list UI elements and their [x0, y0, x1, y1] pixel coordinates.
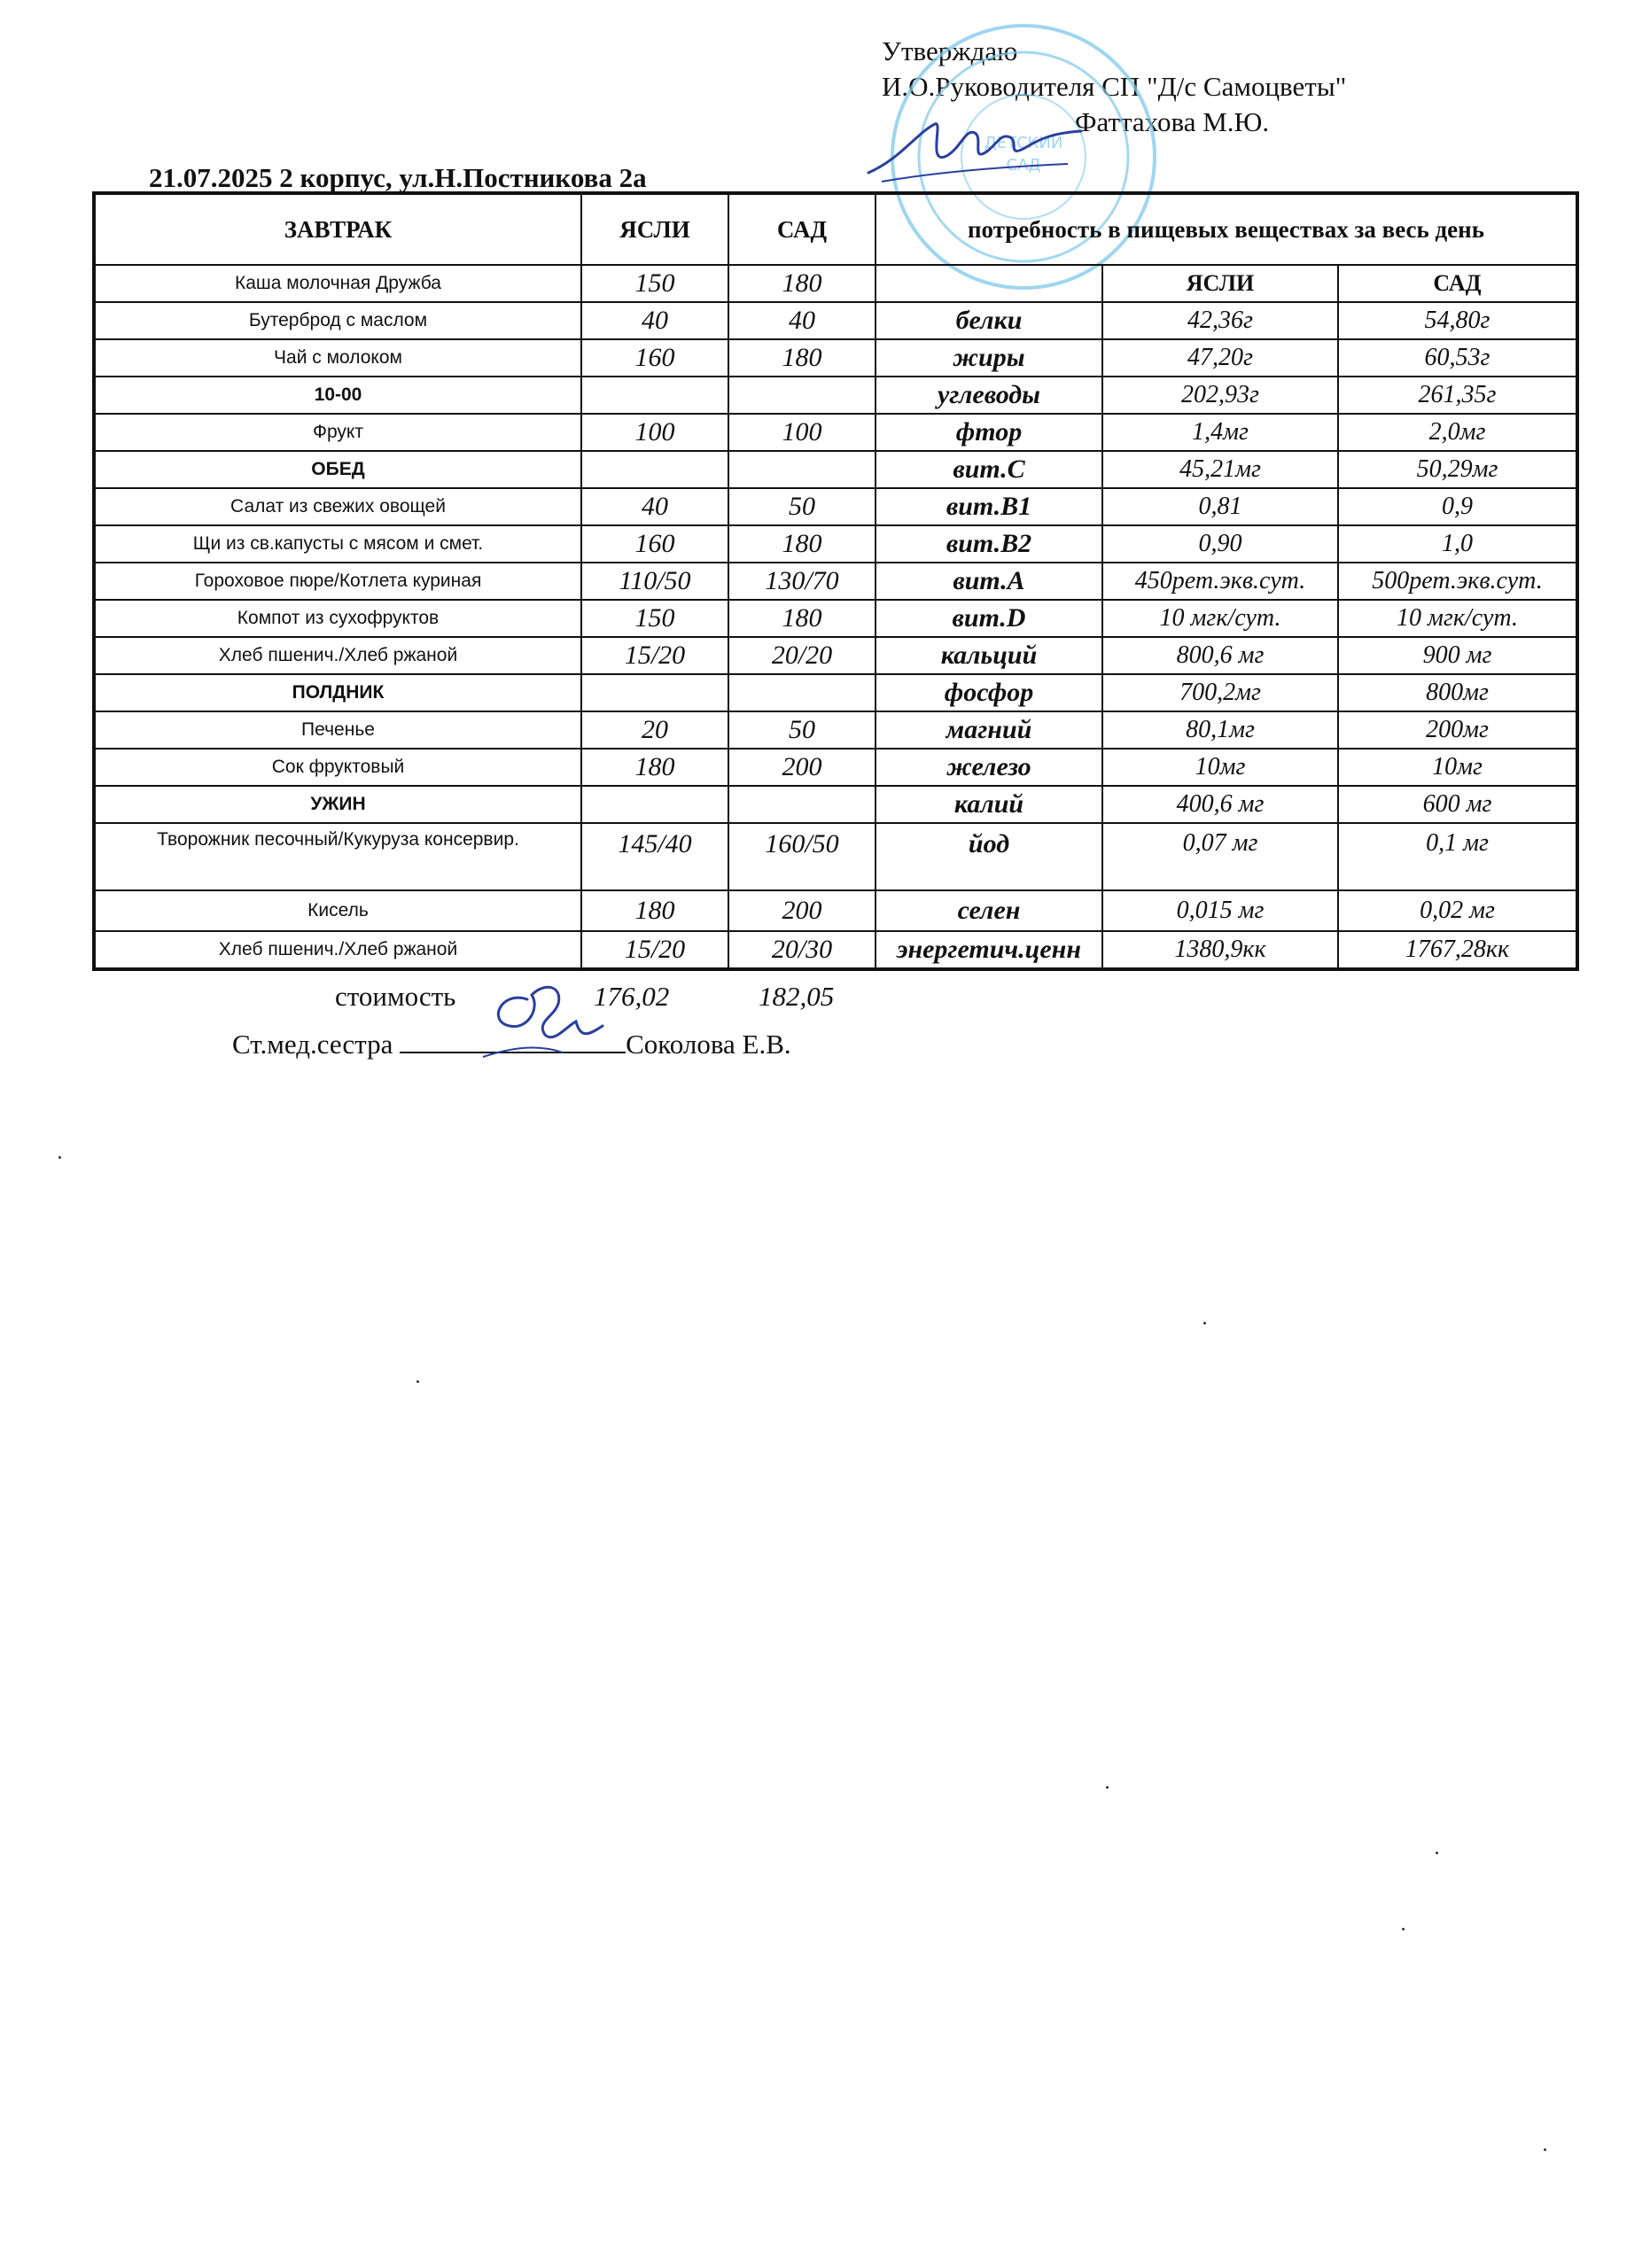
- nursery-portion: 150: [581, 600, 728, 637]
- nursery-portion: 160: [581, 339, 728, 377]
- garden-portion: 50: [728, 711, 876, 749]
- nursery-nutrient-value: 10 мгк/сут.: [1102, 600, 1338, 637]
- nursery-portion: [581, 674, 728, 711]
- dish-name: Кисель: [94, 890, 581, 931]
- nursery-nutrient-value: 0,81: [1102, 488, 1338, 525]
- nutrient-name: углеводы: [876, 377, 1102, 414]
- dish-name: Сок фруктовый: [94, 749, 581, 786]
- nursery-nutrient-value: 10мг: [1102, 749, 1338, 786]
- nursery-portion: [581, 377, 728, 414]
- dish-name: Компот из сухофруктов: [94, 600, 581, 637]
- cost-garden: 182,05: [759, 981, 835, 1012]
- dish-name: Бутерброд с маслом: [94, 302, 581, 339]
- nutrient-name: [876, 265, 1102, 302]
- garden-nutrient-value: 0,9: [1338, 488, 1577, 525]
- cost-label: стоимость: [335, 981, 456, 1012]
- scan-speck: [1402, 1928, 1405, 1930]
- scan-speck: [1106, 1786, 1109, 1789]
- subheader-garden: САД: [1338, 265, 1577, 302]
- nursery-portion: 40: [581, 302, 728, 339]
- date-address: 21.07.2025 2 корпус, ул.Н.Постникова 2а: [149, 162, 647, 193]
- scan-speck: [1203, 1322, 1206, 1324]
- nutrient-name: йод: [876, 823, 1102, 890]
- header-nursery: ЯСЛИ: [581, 193, 728, 265]
- nursery-nutrient-value: 0,015 мг: [1102, 890, 1338, 931]
- garden-portion: [728, 674, 876, 711]
- nursery-portion: 100: [581, 414, 728, 451]
- nursery-nutrient-value: 400,6 мг: [1102, 786, 1338, 823]
- dish-name: Каша молочная Дружба: [94, 265, 581, 302]
- dish-name: Творожник песочный/Кукуруза консервир.: [94, 823, 581, 890]
- nutrient-name: вит.D: [876, 600, 1102, 637]
- nursery-portion: 15/20: [581, 637, 728, 674]
- garden-portion: 50: [728, 488, 876, 525]
- nutrient-name: фтор: [876, 414, 1102, 451]
- nursery-portion: [581, 786, 728, 823]
- nutrient-name: жиры: [876, 339, 1102, 377]
- nutrient-name: магний: [876, 711, 1102, 749]
- nursery-nutrient-value: 450рет.экв.сут.: [1102, 563, 1338, 600]
- nursery-nutrient-value: 1,4мг: [1102, 414, 1338, 451]
- garden-nutrient-value: 900 мг: [1338, 637, 1577, 674]
- table-row: [94, 563, 1577, 600]
- nursery-portion: 15/20: [581, 931, 728, 969]
- approval-position: И.О.Руководителя СП "Д/с Самоцветы": [882, 71, 1347, 102]
- nursery-portion: 180: [581, 890, 728, 931]
- table-row: [94, 890, 1577, 931]
- nursery-portion: 145/40: [581, 823, 728, 890]
- dish-name: Печенье: [94, 711, 581, 749]
- garden-portion: 100: [728, 414, 876, 451]
- nutrient-name: энергетич.ценн: [876, 931, 1102, 969]
- dish-name: Хлеб пшенич./Хлеб ржаной: [94, 637, 581, 674]
- approval-block: [882, 34, 1346, 140]
- table-row: [94, 302, 1577, 339]
- dish-name: Хлеб пшенич./Хлеб ржаной: [94, 931, 581, 969]
- table-row: [94, 674, 1577, 711]
- scan-speck: [1544, 2148, 1546, 2151]
- garden-nutrient-value: 1767,28кк: [1338, 931, 1577, 969]
- garden-nutrient-value: 10 мгк/сут.: [1338, 600, 1577, 637]
- nursery-nutrient-value: 47,20г: [1102, 339, 1338, 377]
- garden-nutrient-value: 0,1 мг: [1338, 823, 1577, 890]
- meal-section-label: ПОЛДНИК: [94, 674, 581, 711]
- nurse-label: Ст.мед.сестра: [232, 1029, 393, 1060]
- nutrient-name: вит.С: [876, 451, 1102, 488]
- nutrient-name: селен: [876, 890, 1102, 931]
- nutrient-name: белки: [876, 302, 1102, 339]
- garden-portion: 40: [728, 302, 876, 339]
- nursery-nutrient-value: 202,93г: [1102, 377, 1338, 414]
- signature-line: [400, 1025, 626, 1053]
- header-needs: потребность в пищевых веществах за весь день: [876, 193, 1577, 265]
- garden-portion: [728, 377, 876, 414]
- nutrient-name: фосфор: [876, 674, 1102, 711]
- garden-portion: 200: [728, 890, 876, 931]
- garden-nutrient-value: 10мг: [1338, 749, 1577, 786]
- dish-name: Салат из свежих овощей: [94, 488, 581, 525]
- meal-section-label: ОБЕД: [94, 451, 581, 488]
- nursery-nutrient-value: 800,6 мг: [1102, 637, 1338, 674]
- garden-nutrient-value: 54,80г: [1338, 302, 1577, 339]
- table-row: [94, 786, 1577, 823]
- nursery-portion: 20: [581, 711, 728, 749]
- table-row: [94, 525, 1577, 563]
- garden-nutrient-value: 261,35г: [1338, 377, 1577, 414]
- table-row: [94, 711, 1577, 749]
- garden-portion: [728, 786, 876, 823]
- scan-speck: [1436, 1852, 1438, 1854]
- table-row: [94, 414, 1577, 451]
- header-meal: ЗАВТРАК: [94, 193, 581, 265]
- subheader-nursery: ЯСЛИ: [1102, 265, 1338, 302]
- garden-nutrient-value: 1,0: [1338, 525, 1577, 563]
- garden-portion: 180: [728, 600, 876, 637]
- table-header-row: [94, 193, 1577, 265]
- nursery-nutrient-value: 1380,9кк: [1102, 931, 1338, 969]
- nutrient-name: железо: [876, 749, 1102, 786]
- garden-nutrient-value: 600 мг: [1338, 786, 1577, 823]
- garden-nutrient-value: 800мг: [1338, 674, 1577, 711]
- approval-name: Фаттахова М.Ю.: [1075, 106, 1270, 137]
- table-row: [94, 339, 1577, 377]
- nursery-portion: 110/50: [581, 563, 728, 600]
- nutrient-name: кальций: [876, 637, 1102, 674]
- dish-name: Щи из св.капусты с мясом и смет.: [94, 525, 581, 563]
- nursery-nutrient-value: 42,36г: [1102, 302, 1338, 339]
- table-row: [94, 488, 1577, 525]
- dish-name: Гороховое пюре/Котлета куриная: [94, 563, 581, 600]
- approval-title: Утверждаю: [882, 35, 1018, 66]
- nursery-nutrient-value: 45,21мг: [1102, 451, 1338, 488]
- nutrient-name: калий: [876, 786, 1102, 823]
- garden-nutrient-value: 500рет.экв.сут.: [1338, 563, 1577, 600]
- garden-portion: 180: [728, 339, 876, 377]
- garden-portion: 20/30: [728, 931, 876, 969]
- menu-table: [92, 191, 1579, 971]
- scan-speck: [58, 1156, 61, 1159]
- cost-nursery: 176,02: [594, 981, 670, 1012]
- garden-portion: 200: [728, 749, 876, 786]
- nursery-nutrient-value: 0,90: [1102, 525, 1338, 563]
- garden-nutrient-value: 2,0мг: [1338, 414, 1577, 451]
- garden-portion: 20/20: [728, 637, 876, 674]
- nutrient-name: вит.В1: [876, 488, 1102, 525]
- meal-section-label: УЖИН: [94, 786, 581, 823]
- nursery-portion: 160: [581, 525, 728, 563]
- garden-nutrient-value: 50,29мг: [1338, 451, 1577, 488]
- garden-portion: 180: [728, 265, 876, 302]
- garden-portion: 130/70: [728, 563, 876, 600]
- nutrient-name: вит.А: [876, 563, 1102, 600]
- nursery-nutrient-value: 80,1мг: [1102, 711, 1338, 749]
- garden-nutrient-value: 0,02 мг: [1338, 890, 1577, 931]
- nursery-portion: 150: [581, 265, 728, 302]
- dish-name: Фрукт: [94, 414, 581, 451]
- table-row: [94, 931, 1577, 969]
- meal-section-label: 10-00: [94, 377, 581, 414]
- nursery-portion: 180: [581, 749, 728, 786]
- header-garden: САД: [728, 193, 876, 265]
- table-row: [94, 637, 1577, 674]
- garden-portion: [728, 451, 876, 488]
- nursery-nutrient-value: 700,2мг: [1102, 674, 1338, 711]
- nutrient-name: вит.В2: [876, 525, 1102, 563]
- svg-text:ДЕТСКИЙ: ДЕТСКИЙ: [984, 134, 1063, 152]
- table-row: [94, 749, 1577, 786]
- nursery-nutrient-value: 0,07 мг: [1102, 823, 1338, 890]
- svg-text:САД: САД: [1006, 156, 1041, 175]
- nurse-line: [232, 1025, 791, 1060]
- table-row: [94, 377, 1577, 414]
- table-row: [94, 451, 1577, 488]
- dish-name: Чай с молоком: [94, 339, 581, 377]
- nursery-portion: [581, 451, 728, 488]
- table-row: [94, 265, 1577, 302]
- garden-nutrient-value: 200мг: [1338, 711, 1577, 749]
- table-row: [94, 823, 1577, 890]
- garden-nutrient-value: 60,53г: [1338, 339, 1577, 377]
- scan-speck: [416, 1380, 419, 1383]
- cost-line: [335, 981, 835, 1013]
- garden-portion: 180: [728, 525, 876, 563]
- garden-portion: 160/50: [728, 823, 876, 890]
- table-row: [94, 600, 1577, 637]
- nursery-portion: 40: [581, 488, 728, 525]
- nurse-name: Соколова Е.В.: [626, 1029, 791, 1060]
